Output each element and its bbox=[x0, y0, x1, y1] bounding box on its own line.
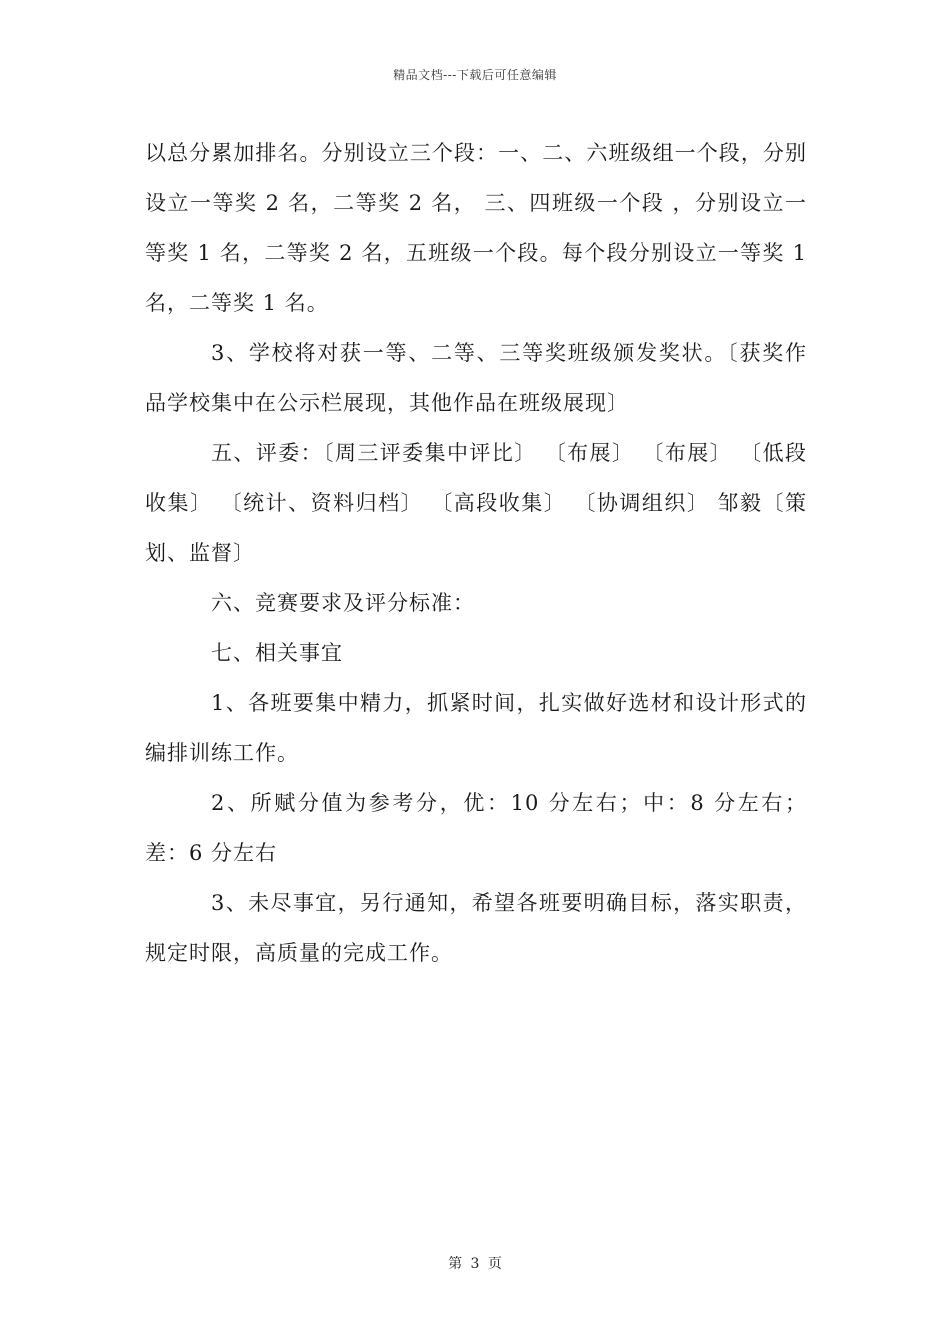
paragraph-requirements-heading: 六、竞赛要求及评分标准： bbox=[211, 591, 475, 615]
paragraph-judges: 五、评委：〔周三评委集中评比〕 〔布展〕 〔布展〕 〔低段收集〕 〔统计、资料归档〕 〔高段收集〕 〔协调组织〕 邹毅〔策划、监督〕 bbox=[145, 441, 807, 565]
paragraph-ranking: 以总分累加排名。分别设立三个段：一、二、六班级组一个段，分别设立一等奖 2 名，二等奖 2 名， 三、四班级一个段 ，分别设立一等奖 1 名，二等奖 2 名，五班级一个段。每个段分别设立一等奖 1 名，二等奖 1 名。 bbox=[145, 141, 807, 315]
paragraph-item-2: 2、所赋分值为参考分，优：10 分左右；中：8 分左右；差：6 分左右 bbox=[145, 791, 807, 865]
paragraph-item-1: 1、各班要集中精力，抓紧时间，扎实做好选材和设计形式的编排训练工作。 bbox=[145, 691, 807, 765]
page-number: 第 3 页 bbox=[448, 1256, 502, 1272]
page-header: 精品文档---下载后可任意编辑 bbox=[393, 68, 557, 82]
paragraph-awards: 3、学校将对获一等、二等、三等奖班级颁发奖状。〔获奖作品学校集中在公示栏展现，其他作品在班级展现〕 bbox=[145, 341, 807, 415]
paragraph-item-3: 3、未尽事宜，另行通知，希望各班要明确目标，落实职责，规定时限，高质量的完成工作。 bbox=[145, 891, 807, 965]
paragraph-matters-heading: 七、相关事宜 bbox=[211, 641, 343, 665]
document-body bbox=[145, 128, 807, 978]
